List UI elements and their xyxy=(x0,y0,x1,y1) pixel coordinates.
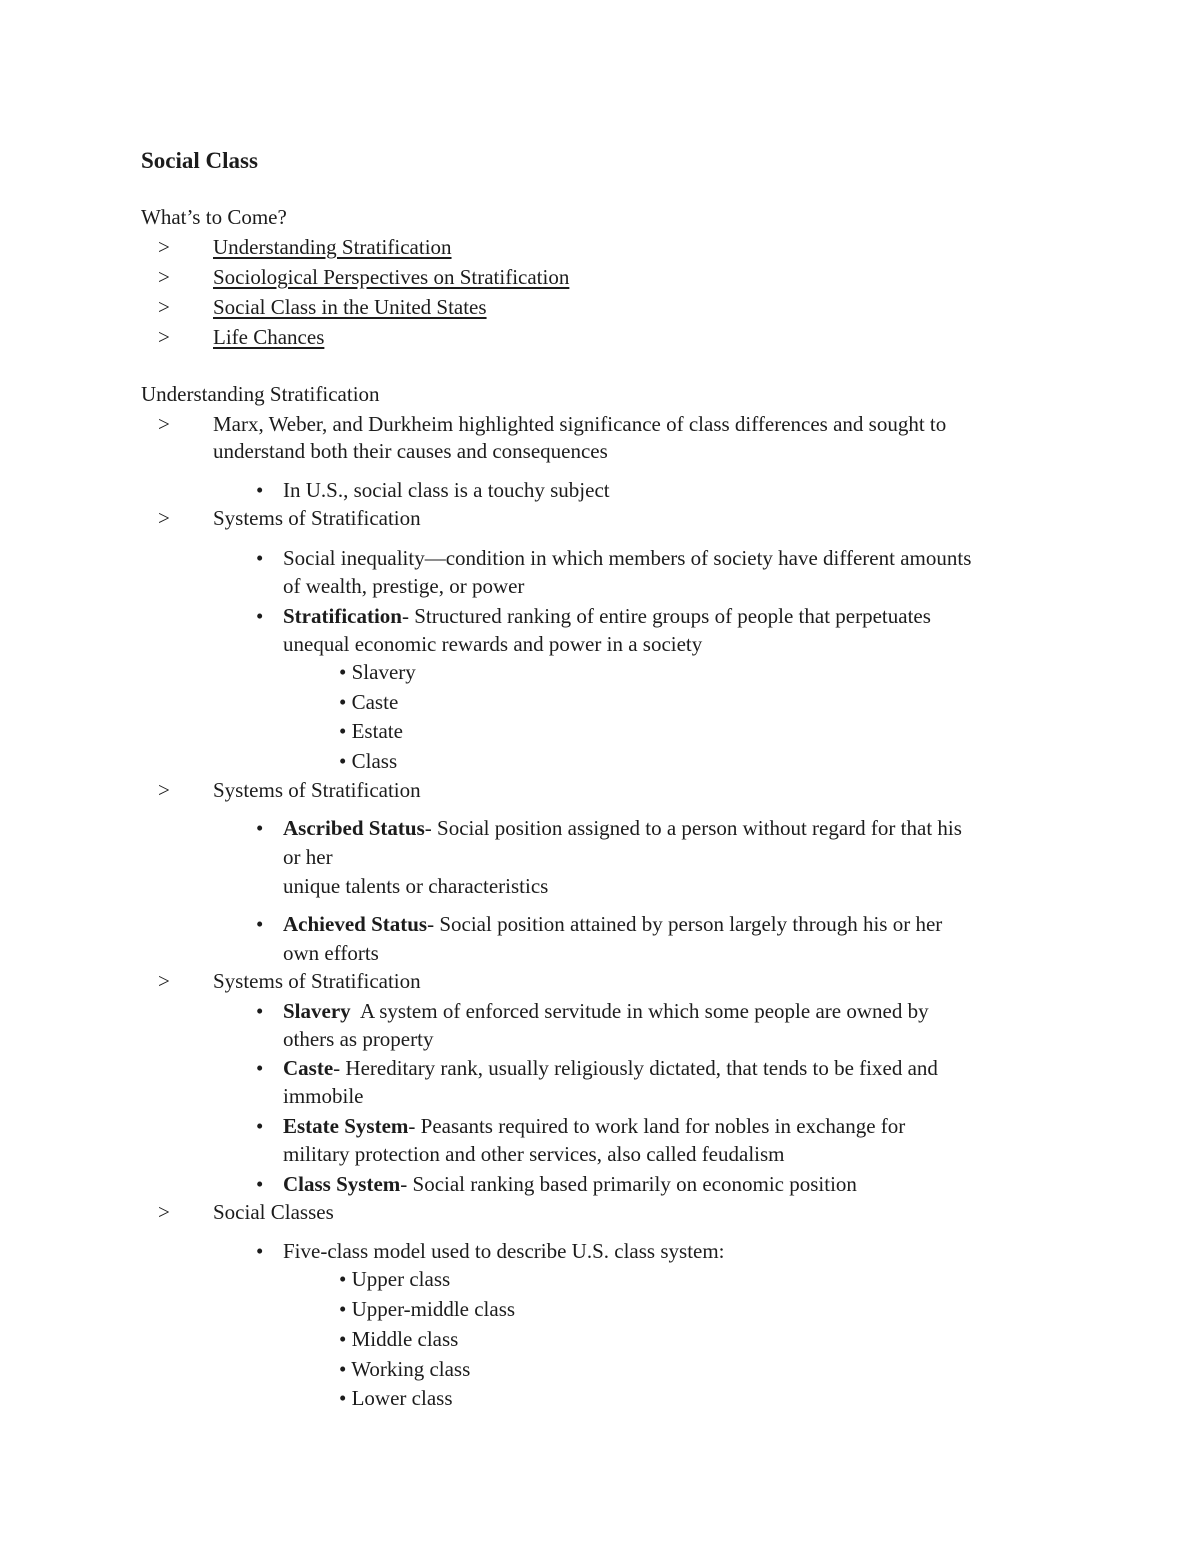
sub-bullet xyxy=(339,1329,458,1350)
toc-link-life-chances[interactable]: Life Chances xyxy=(213,325,325,349)
sub-bullet xyxy=(339,751,397,772)
sub-bullet-text: Upper class xyxy=(351,1267,451,1291)
term: Achieved Status xyxy=(283,912,428,936)
page-title: Social Class xyxy=(141,148,258,173)
bullet-icon: • xyxy=(339,660,347,684)
arrow-marker-icon: > xyxy=(158,235,170,259)
bullet-icon: • xyxy=(339,1327,347,1351)
term: Class System xyxy=(283,1172,401,1196)
subheading: Social Classes xyxy=(213,1200,334,1224)
bullet-icon: • xyxy=(256,999,264,1023)
definition: - Social position attained by person largely through his or her xyxy=(427,912,943,936)
definition-line xyxy=(283,1116,905,1137)
definition-line xyxy=(283,1001,929,1022)
bullet-text: unequal economic rewards and power in a society xyxy=(283,632,703,656)
definition: A system of enforced servitude in which some people are owned by xyxy=(350,999,929,1023)
sub-bullet xyxy=(339,1359,470,1380)
bullet-text: or her xyxy=(283,845,333,869)
paragraph-line: Marx, Weber, and Durkheim highlighted significance of class differences and sought to xyxy=(213,412,947,436)
bullet-icon: • xyxy=(256,1056,264,1080)
arrow-marker-icon: > xyxy=(158,412,170,436)
bullet-icon: • xyxy=(256,1239,264,1263)
sub-bullet-text: Caste xyxy=(351,690,399,714)
arrow-marker-icon: > xyxy=(158,969,170,993)
sub-bullet xyxy=(339,1388,453,1409)
sub-bullet-text: Estate xyxy=(351,719,403,743)
bullet-text: immobile xyxy=(283,1084,364,1108)
term: Estate System xyxy=(283,1114,409,1138)
definition-line xyxy=(283,1058,938,1079)
term: Caste xyxy=(283,1056,334,1080)
definition: - Social position assigned to a person without regard for that his xyxy=(424,816,962,840)
subheading: Systems of Stratification xyxy=(213,969,421,993)
definition-line xyxy=(283,818,962,839)
sub-bullet xyxy=(339,1269,450,1290)
bullet-text: Five-class model used to describe U.S. class system: xyxy=(283,1239,725,1263)
sub-bullet xyxy=(339,692,398,713)
bullet-icon: • xyxy=(256,816,264,840)
bullet-icon: • xyxy=(256,1172,264,1196)
bullet-icon: • xyxy=(256,546,264,570)
bullet-text: In U.S., social class is a touchy subject xyxy=(283,478,610,502)
bullet-icon: • xyxy=(339,1357,347,1381)
definition: - Social ranking based primarily on economic position xyxy=(400,1172,857,1196)
bullet-icon: • xyxy=(339,1386,347,1410)
sub-bullet-text: Upper-middle class xyxy=(351,1297,516,1321)
bullet-icon: • xyxy=(339,749,347,773)
definition-line xyxy=(283,1174,857,1195)
sub-bullet xyxy=(339,1299,515,1320)
arrow-marker-icon: > xyxy=(158,295,170,319)
subheading: Systems of Stratification xyxy=(213,506,421,530)
toc-link-perspectives[interactable]: Sociological Perspectives on Stratification xyxy=(213,265,570,289)
intro-heading: What’s to Come? xyxy=(141,205,287,229)
term: Ascribed Status xyxy=(283,816,425,840)
bullet-icon: • xyxy=(339,690,347,714)
arrow-marker-icon: > xyxy=(158,325,170,349)
arrow-marker-icon: > xyxy=(158,778,170,802)
bullet-text: military protection and other services, also called feudalism xyxy=(283,1142,785,1166)
bullet-icon: • xyxy=(339,1267,347,1291)
arrow-marker-icon: > xyxy=(158,506,170,530)
arrow-marker-icon: > xyxy=(158,265,170,289)
bullet-icon: • xyxy=(256,912,264,936)
toc-link-us-class[interactable]: Social Class in the United States xyxy=(213,295,487,319)
sub-bullet-text: Middle class xyxy=(351,1327,459,1351)
arrow-marker-icon: > xyxy=(158,1200,170,1224)
sub-bullet-text: Working class xyxy=(351,1357,471,1381)
bullet-text: others as property xyxy=(283,1027,434,1051)
sub-bullet-text: Slavery xyxy=(351,660,416,684)
definition: - Structured ranking of entire groups of people that perpetuates xyxy=(401,604,931,628)
term: Slavery xyxy=(283,999,351,1023)
bullet-text: of wealth, prestige, or power xyxy=(283,574,525,598)
bullet-text: own efforts xyxy=(283,941,379,965)
bullet-icon: • xyxy=(339,719,347,743)
definition-line xyxy=(283,606,931,627)
sub-bullet-text: Lower class xyxy=(351,1386,453,1410)
bullet-icon: • xyxy=(256,478,264,502)
definition-line xyxy=(283,914,942,935)
sub-bullet-text: Class xyxy=(351,749,398,773)
bullet-text: unique talents or characteristics xyxy=(283,874,549,898)
subheading: Systems of Stratification xyxy=(213,778,421,802)
definition: - Peasants required to work land for nobles in exchange for xyxy=(408,1114,906,1138)
term: Stratification xyxy=(283,604,402,628)
bullet-text: Social inequality—condition in which members of society have different amounts xyxy=(283,546,972,570)
sub-bullet xyxy=(339,721,403,742)
definition: - Hereditary rank, usually religiously dictated, that tends to be fixed and xyxy=(333,1056,938,1080)
section-heading: Understanding Stratification xyxy=(141,382,380,406)
bullet-icon: • xyxy=(339,1297,347,1321)
bullet-icon: • xyxy=(256,604,264,628)
sub-bullet xyxy=(339,662,416,683)
toc-link-understanding[interactable]: Understanding Stratification xyxy=(213,235,452,259)
bullet-icon: • xyxy=(256,1114,264,1138)
paragraph-line: understand both their causes and consequences xyxy=(213,439,608,463)
